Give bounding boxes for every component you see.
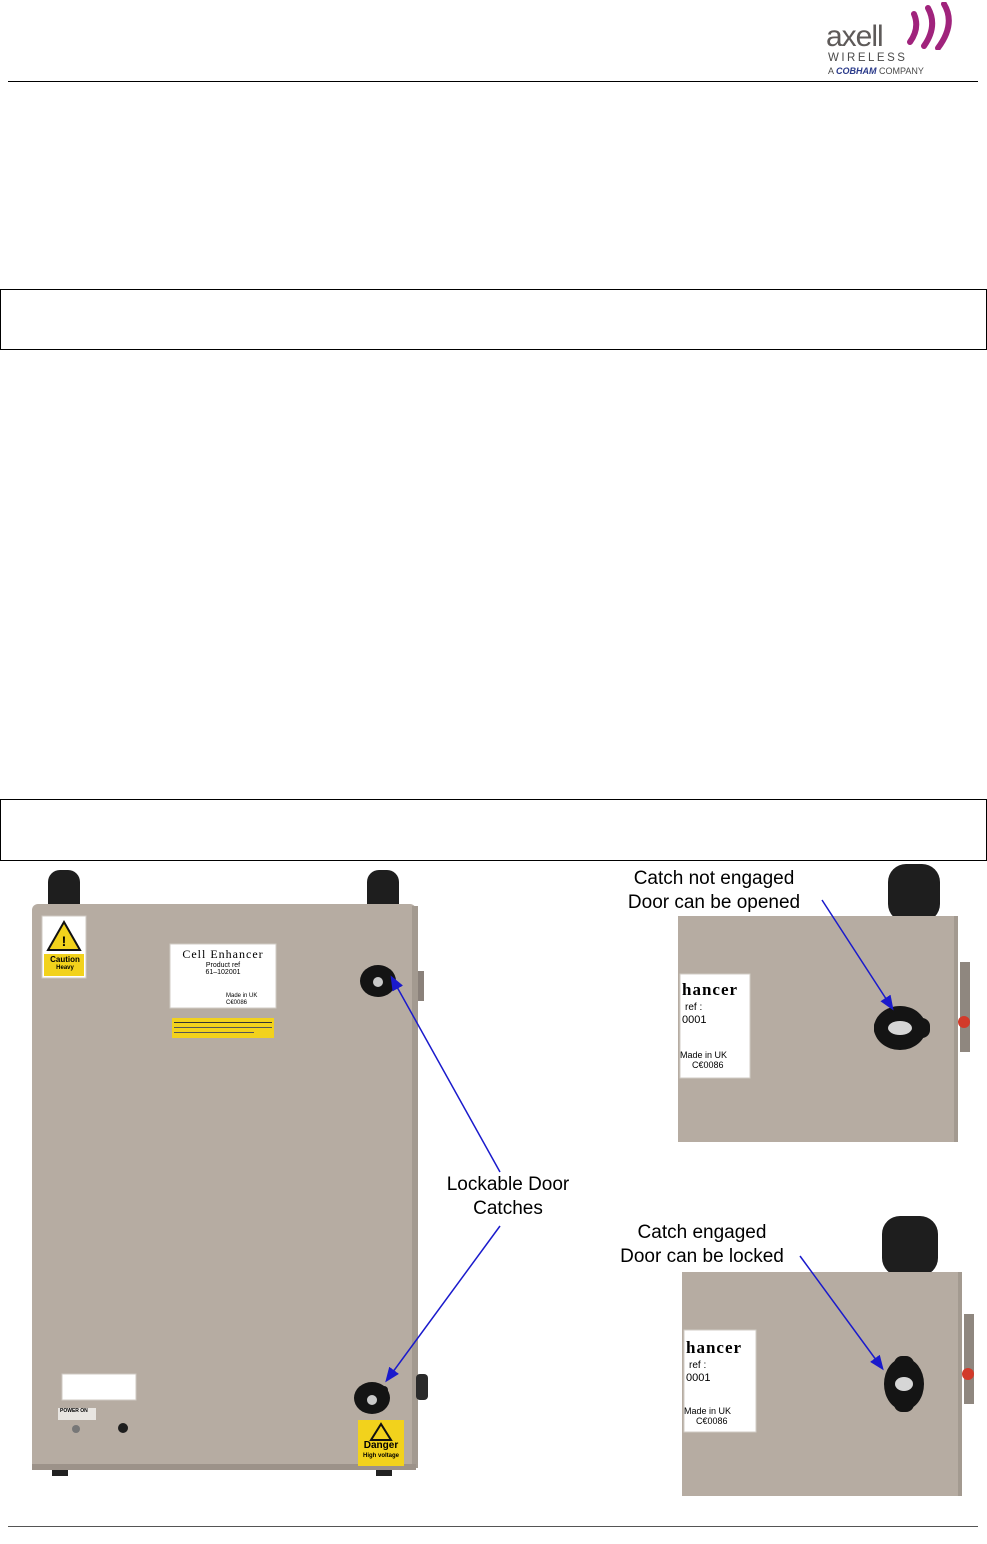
detail1-plate-made-in: Made in UK (680, 1050, 728, 1060)
detail1-plate-ref: ref : (685, 1002, 703, 1013)
detail1-plate-ce: C€0086 (692, 1060, 724, 1070)
rating-plate-ref: 61–102001 (205, 969, 241, 976)
danger-sub: High voltage (362, 1453, 399, 1459)
power-label: POWER ON (60, 1408, 88, 1414)
detail2-plate-ce: C€0086 (696, 1416, 728, 1426)
caution-title: Caution (50, 955, 80, 964)
callout-catch-engaged: Catch engaged Door can be locked (620, 1222, 784, 1267)
detail1-plate-title: hancer (682, 980, 739, 999)
detail1-plate-number: 0001 (682, 1014, 707, 1026)
svg-text:!: ! (61, 933, 67, 949)
arrow-catch-not-engaged (822, 900, 892, 1008)
callout-lockable-door-catches: Lockable Door Catches (446, 1174, 570, 1219)
arrow-lockable-bottom (387, 1226, 500, 1380)
footer-rule (8, 1526, 978, 1527)
rating-plate-ref-label: Product ref (205, 962, 241, 969)
detail2-plate-ref: ref : (689, 1360, 707, 1371)
caution-sub: Heavy (56, 965, 74, 971)
logo-tagline: WIRELESS (828, 52, 908, 64)
danger-title: Danger (363, 1440, 399, 1451)
detail2-plate-number: 0001 (686, 1372, 711, 1384)
callout-catch-not-engaged: Catch not engaged Door can be opened (627, 868, 801, 913)
arrow-lockable-top (392, 978, 500, 1172)
logo-parent-company: A COBHAM COMPANY (828, 66, 924, 76)
arrow-catch-engaged (800, 1256, 882, 1368)
rating-plate-ce: C€0086 (226, 1000, 248, 1006)
logo-wordmark: axell (826, 20, 883, 53)
rating-plate-title: Cell Enhancer (182, 947, 264, 961)
detail2-plate-title: hancer (686, 1338, 743, 1357)
rating-plate-made-in: Made in UK (226, 993, 258, 999)
detail2-plate-made-in: Made in UK (684, 1406, 732, 1416)
